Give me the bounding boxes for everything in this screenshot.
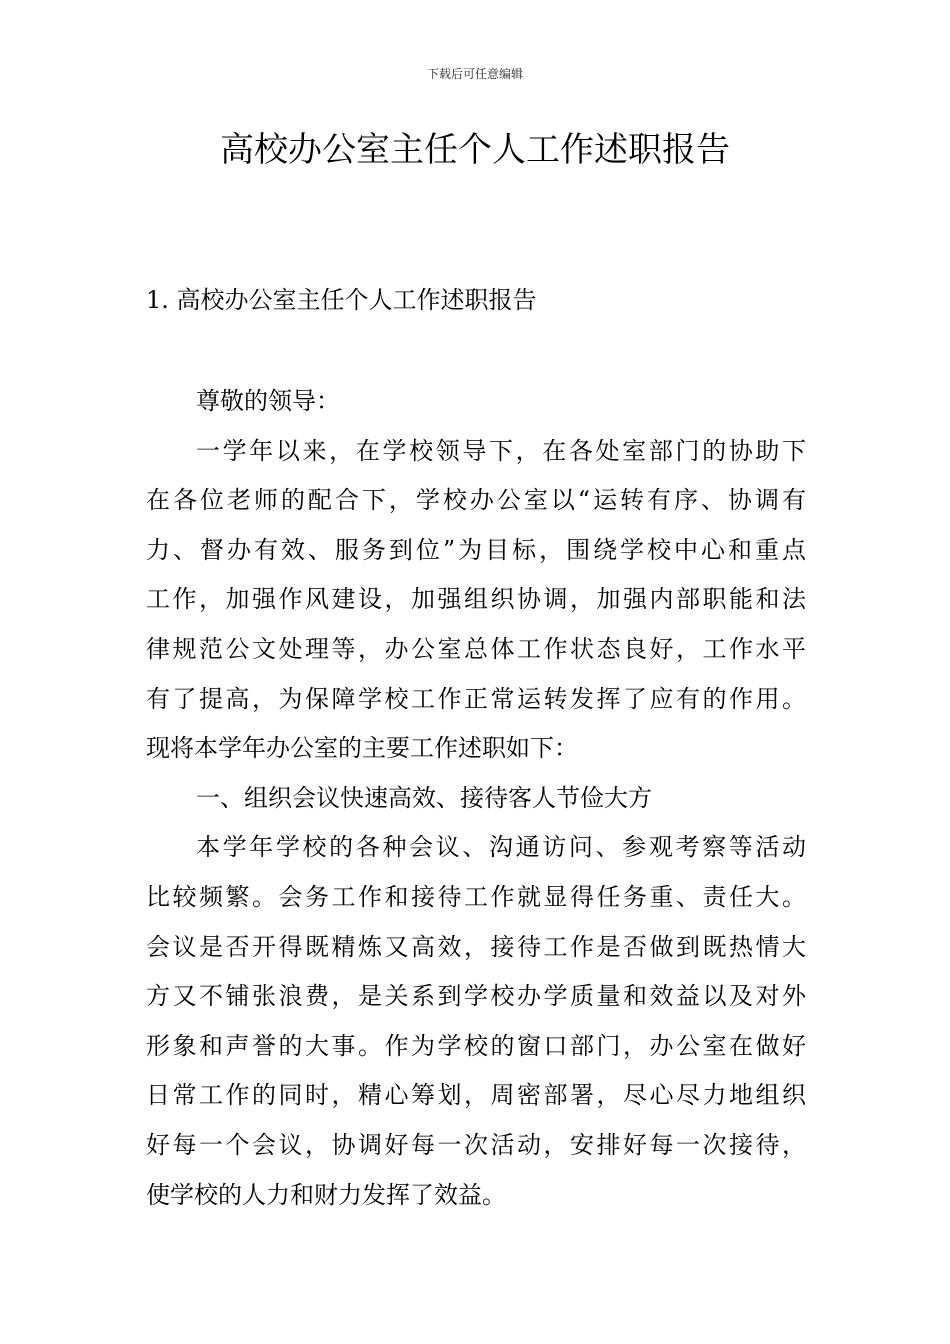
paragraph-line: 现将本学年办公室的主要工作述职如下： <box>146 734 578 763</box>
paragraph-line: 比较频繁。会务工作和接待工作就显得任务重、责任大。 <box>146 882 806 911</box>
header-note: 下载后可任意编辑 <box>426 67 523 81</box>
salutation: 尊敬的领导： <box>196 387 340 415</box>
paragraph-line: 力、督办有效、服务到位”为目标，围绕学校中心和重点 <box>146 535 806 564</box>
paragraph-line: 方又不铺张浪费，是关系到学校办学质量和效益以及对外 <box>146 982 806 1011</box>
paragraph-line: 使学校的人力和财力发挥了效益。 <box>146 1180 506 1209</box>
paragraph-line: 一学年以来，在学校领导下，在各处室部门的协助下 <box>196 436 806 465</box>
paragraph-line: 律规范公文处理等，办公室总体工作状态良好，工作水平 <box>146 634 806 663</box>
paragraph-line: 形象和声誉的大事。作为学校的窗口部门，办公室在做好 <box>146 1031 806 1060</box>
paragraph-line: 在各位老师的配合下，学校办公室以“运转有序、协调有 <box>146 486 806 515</box>
section-heading: 1. 高校办公室主任个人工作述职报告 <box>146 286 537 314</box>
paragraph-line: 好每一个会议，协调好每一次活动，安排好每一次接待， <box>146 1130 806 1159</box>
document-title: 高校办公室主任个人工作述职报告 <box>220 130 730 170</box>
paragraph-line: 日常工作的同时，精心筹划，周密部署，尽心尽力地组织 <box>146 1081 806 1110</box>
paragraph-line: 会议是否开得既精炼又高效，接待工作是否做到既热情大 <box>146 932 806 961</box>
paragraph-line: 有了提高，为保障学校工作正常运转发挥了应有的作用。 <box>146 684 806 713</box>
paragraph-line: 本学年学校的各种会议、沟通访问、参观考察等活动 <box>196 833 806 862</box>
paragraph-line: 工作，加强作风建设，加强组织协调，加强内部职能和法 <box>146 585 806 614</box>
document-body <box>146 377 806 1220</box>
subsection-heading: 一、组织会议快速高效、接待客人节俭大方 <box>196 783 652 812</box>
